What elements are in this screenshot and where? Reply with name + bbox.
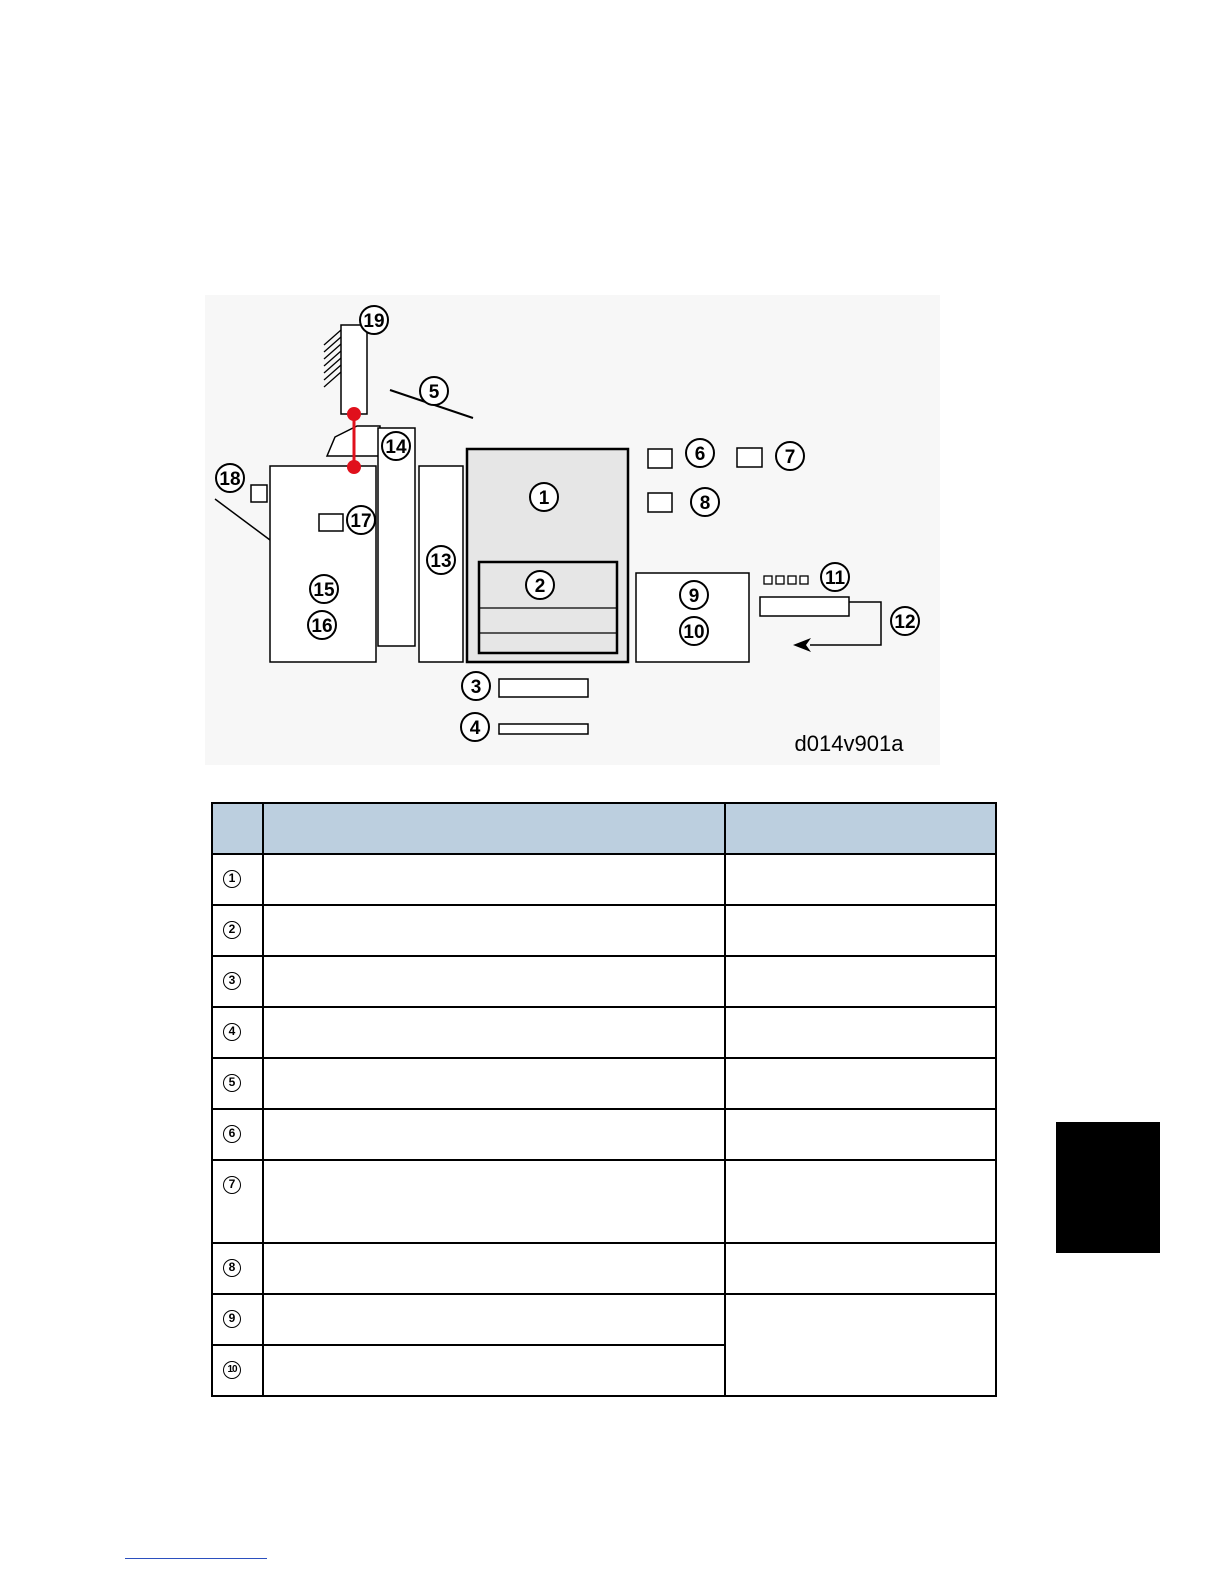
unit-8 [648, 493, 672, 512]
row-number-badge: 8 [223, 1259, 241, 1277]
wall-hatching [324, 330, 341, 387]
table-row [212, 1160, 996, 1243]
unit-18 [251, 485, 267, 502]
row-value-cell [725, 854, 996, 905]
svg-text:6: 6 [694, 444, 706, 465]
row-number-badge: 10 [223, 1361, 241, 1379]
svg-text:4: 4 [469, 718, 481, 739]
header-cell-desc [263, 803, 725, 854]
svg-text:13: 13 [430, 551, 452, 572]
callout-15 [310, 575, 338, 603]
row-description-cell [263, 1243, 725, 1294]
svg-text:10: 10 [683, 622, 705, 643]
table-row [212, 905, 996, 956]
svg-text:17: 17 [350, 511, 372, 532]
row-description-cell [263, 1058, 725, 1109]
table-row [212, 1109, 996, 1160]
svg-text:19: 19 [363, 311, 385, 332]
row-description-cell [263, 1294, 725, 1345]
section-tab [1056, 1122, 1160, 1253]
svg-text:11: 11 [824, 568, 846, 589]
row-number-badge: 7 [223, 1176, 241, 1194]
unit-12-bar [760, 597, 849, 616]
callout-7 [776, 442, 804, 470]
callout-14 [382, 432, 410, 460]
connector-node-bottom [347, 460, 361, 474]
row-value-cell [725, 1243, 996, 1294]
svg-text:2: 2 [534, 576, 546, 597]
callout-12 [891, 607, 919, 635]
unit-6 [648, 449, 672, 468]
row-number-badge: 4 [223, 1023, 241, 1041]
row-value-cell [725, 1160, 996, 1243]
unit-18-line [215, 499, 270, 540]
svg-text:12: 12 [894, 612, 916, 633]
table-row [212, 1243, 996, 1294]
unit-12-arrowhead [793, 638, 811, 652]
row-number-cell [212, 1109, 263, 1160]
svg-text:3: 3 [470, 677, 482, 698]
unit-3 [499, 679, 588, 697]
row-number-cell [212, 1243, 263, 1294]
callout-11 [821, 563, 849, 591]
unit-17 [319, 514, 343, 531]
diagram-canvas [205, 295, 940, 765]
callout-1 [530, 483, 558, 511]
callout-17 [347, 506, 375, 534]
row-description-cell [263, 1109, 725, 1160]
unit-19 [341, 325, 367, 414]
row-number-cell [212, 854, 263, 905]
row-number-badge: 9 [223, 1310, 241, 1328]
table-header-row [212, 803, 996, 854]
row-number-badge: 3 [223, 972, 241, 990]
row-description-cell [263, 854, 725, 905]
row-number-badge: 2 [223, 921, 241, 939]
row-number-cell [212, 1294, 263, 1345]
row-number-badge: 5 [223, 1074, 241, 1092]
callout-5 [420, 377, 448, 405]
svg-text:14: 14 [385, 437, 407, 458]
callout-13 [427, 546, 455, 574]
row-number-cell [212, 905, 263, 956]
figure-code: d014v901a [794, 731, 904, 756]
svg-text:16: 16 [311, 616, 333, 637]
row-number-badge: 1 [223, 870, 241, 888]
callout-18 [216, 464, 244, 492]
svg-text:1: 1 [538, 488, 550, 509]
callout-3 [462, 672, 490, 700]
row-description-cell [263, 1007, 725, 1058]
table-row [212, 1058, 996, 1109]
svg-text:8: 8 [699, 493, 711, 514]
header-cell-num [212, 803, 263, 854]
unit-7 [737, 448, 762, 467]
unit-4 [499, 724, 588, 734]
row-description-cell [263, 905, 725, 956]
row-number-cell [212, 1160, 263, 1243]
callout-19 [360, 306, 388, 334]
row-value-cell [725, 1109, 996, 1160]
svg-text:18: 18 [219, 469, 241, 490]
table-row [212, 1007, 996, 1058]
row-description-cell [263, 1345, 725, 1396]
callout-10 [680, 617, 708, 645]
row-value-cell [725, 956, 996, 1007]
table-row [212, 956, 996, 1007]
callout-16 [308, 611, 336, 639]
row-value-cell [725, 1007, 996, 1058]
header-cell-value [725, 803, 996, 854]
connector-node-top [347, 407, 361, 421]
table-row [212, 1294, 996, 1345]
row-value-cell-merged [725, 1294, 996, 1396]
legend-table [211, 802, 997, 1397]
row-description-cell [263, 956, 725, 1007]
callout-9 [680, 581, 708, 609]
row-value-cell [725, 1058, 996, 1109]
row-number-cell [212, 1345, 263, 1396]
callout-8 [691, 488, 719, 516]
row-value-cell [725, 905, 996, 956]
callout-2 [526, 571, 554, 599]
table-row [212, 854, 996, 905]
row-description-cell [263, 1160, 725, 1243]
svg-text:5: 5 [428, 382, 440, 403]
row-number-cell [212, 1058, 263, 1109]
svg-text:7: 7 [784, 447, 796, 468]
svg-text:9: 9 [688, 586, 700, 607]
callout-6 [686, 439, 714, 467]
layout-diagram [205, 295, 940, 765]
callout-4 [461, 713, 489, 741]
footer-rule [125, 1558, 267, 1559]
unit-11 [764, 576, 808, 584]
row-number-badge: 6 [223, 1125, 241, 1143]
row-number-cell [212, 956, 263, 1007]
svg-text:15: 15 [313, 580, 335, 601]
row-number-cell [212, 1007, 263, 1058]
